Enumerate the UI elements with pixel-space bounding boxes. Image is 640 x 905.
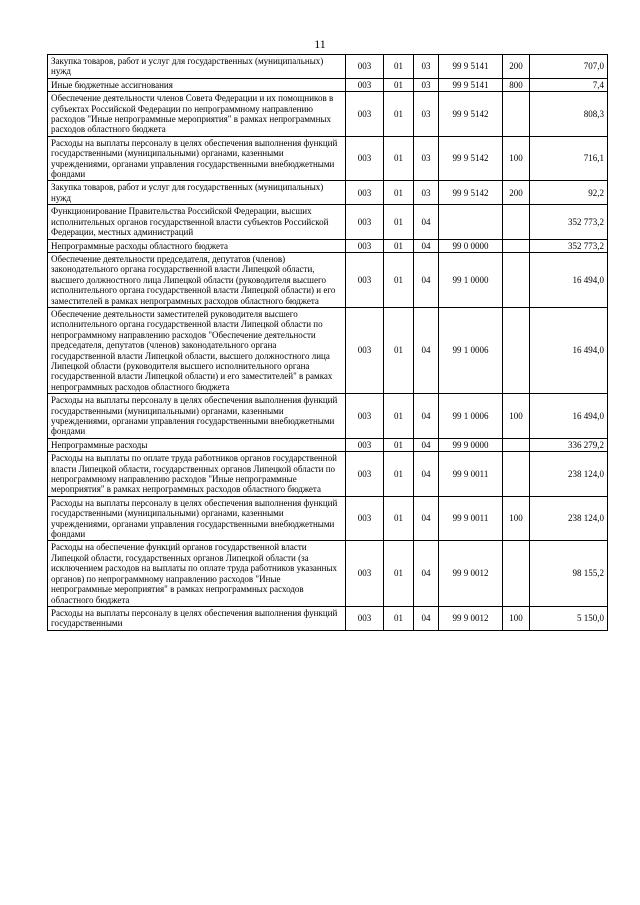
- row-name: Расходы на выплаты персоналу в целях обеспечения выполнения функций государственными (муниципальными) органами, казенными учреждениями, органами управления государственными внебюджетными фондами: [48, 136, 346, 181]
- amount: 238 124,0: [530, 496, 608, 541]
- budget-table: [47, 54, 608, 631]
- row-name: Расходы на выплаты по оплате труда работников органов государственной власти Липецкой области, государственных органов Липецкой области по непрограммному направлению расходов "Иные непрограммные мероприятия" в рамках непрограммных расходов областного бюджета: [48, 452, 346, 497]
- row-name: Обеспечение деятельности членов Совета Федерации и их помощников в субъектах Российской Федерации по непрограммному направлению расходов "Иные непрограммные мероприятия" в рамках непрограммных расходов областного бюджета: [48, 92, 346, 137]
- section-code: 01: [384, 606, 414, 630]
- ministry-code: 003: [346, 541, 384, 606]
- target-code: 99 9 5141: [439, 78, 503, 91]
- target-code: 99 9 0012: [439, 606, 503, 630]
- page-number: 11: [314, 37, 326, 51]
- row-name: Расходы на выплаты персоналу в целях обеспечения выполнения функций государственными (муниципальными) органами, казенными учреждениями, органами управления государственными внебюджетными фондами: [48, 394, 346, 439]
- ministry-code: 003: [346, 438, 384, 451]
- expense-type-code: [503, 452, 530, 497]
- section-code: 01: [384, 239, 414, 252]
- amount: 716,1: [530, 136, 608, 181]
- subsection-code: 03: [414, 181, 439, 205]
- amount: 707,0: [530, 55, 608, 79]
- amount: 92,2: [530, 181, 608, 205]
- table-row: [48, 78, 608, 91]
- expense-type-code: 100: [503, 606, 530, 630]
- table-row: [48, 606, 608, 630]
- target-code: 99 9 5142: [439, 136, 503, 181]
- ministry-code: 003: [346, 452, 384, 497]
- target-code: 99 0 0000: [439, 239, 503, 252]
- section-code: 01: [384, 307, 414, 393]
- section-code: 01: [384, 496, 414, 541]
- subsection-code: 04: [414, 438, 439, 451]
- table-row: [48, 307, 608, 393]
- table-row: [48, 205, 608, 239]
- table-row: [48, 92, 608, 137]
- table-row: [48, 55, 608, 79]
- expense-type-code: [503, 205, 530, 239]
- row-name: Обеспечение деятельности председателя, депутатов (членов) законодательного органа государственной власти Липецкой области, высшего должностного лица Липецкой области (руководителя высшего исполнительного органа государственной власти Липецкой области) и его заместителей в рамках непрограммных расходов областного бюджета: [48, 252, 346, 307]
- row-name: Функционирование Правительства Российской Федерации, высших исполнительных органов государственной власти субъектов Российской Федерации, местных администраций: [48, 205, 346, 239]
- section-code: 01: [384, 55, 414, 79]
- row-name: Расходы на выплаты персоналу в целях обеспечения выполнения функций государственными (муниципальными) органами, казенными учреждениями, органами управления государственными внебюджетными фондами: [48, 496, 346, 541]
- subsection-code: 04: [414, 307, 439, 393]
- section-code: 01: [384, 92, 414, 137]
- amount: 16 494,0: [530, 307, 608, 393]
- section-code: 01: [384, 452, 414, 497]
- table-row: [48, 438, 608, 451]
- table-row: [48, 541, 608, 606]
- expense-type-code: 100: [503, 394, 530, 439]
- table-row: [48, 394, 608, 439]
- amount: 238 124,0: [530, 452, 608, 497]
- target-code: 99 9 0011: [439, 496, 503, 541]
- table-row: [48, 239, 608, 252]
- expense-type-code: [503, 239, 530, 252]
- section-code: 01: [384, 252, 414, 307]
- target-code: [439, 205, 503, 239]
- amount: 5 150,0: [530, 606, 608, 630]
- section-code: 01: [384, 78, 414, 91]
- amount: 16 494,0: [530, 252, 608, 307]
- ministry-code: 003: [346, 307, 384, 393]
- subsection-code: 04: [414, 606, 439, 630]
- row-name: Закупка товаров, работ и услуг для государственных (муниципальных) нужд: [48, 55, 346, 79]
- ministry-code: 003: [346, 205, 384, 239]
- expense-type-code: 200: [503, 181, 530, 205]
- ministry-code: 003: [346, 252, 384, 307]
- table-row: [48, 136, 608, 181]
- amount: 352 773,2: [530, 205, 608, 239]
- ministry-code: 003: [346, 394, 384, 439]
- expense-type-code: 100: [503, 496, 530, 541]
- table-row: [48, 496, 608, 541]
- section-code: 01: [384, 205, 414, 239]
- target-code: 99 1 0006: [439, 394, 503, 439]
- amount: 7,4: [530, 78, 608, 91]
- amount: 336 279,2: [530, 438, 608, 451]
- expense-type-code: [503, 307, 530, 393]
- ministry-code: 003: [346, 181, 384, 205]
- subsection-code: 03: [414, 55, 439, 79]
- expense-type-code: 800: [503, 78, 530, 91]
- ministry-code: 003: [346, 136, 384, 181]
- row-name: Непрограммные расходы: [48, 438, 346, 451]
- subsection-code: 04: [414, 541, 439, 606]
- table-row: [48, 252, 608, 307]
- target-code: 99 9 5142: [439, 92, 503, 137]
- target-code: 99 9 5141: [439, 55, 503, 79]
- expense-type-code: 200: [503, 55, 530, 79]
- expense-type-code: [503, 252, 530, 307]
- subsection-code: 03: [414, 136, 439, 181]
- row-name: Обеспечение деятельности заместителей руководителя высшего исполнительного органа государственной власти Липецкой области по непрограммному направлению расходов "Обеспечение деятельности председателя, депутатов (членов) законодательного органа государственной власти Липецкой области, высшего должностного лица Липецкой области (руководителя высшего исполнительного органа государственной власти Липецкой области) и его заместителей" в рамках непрограммных расходов областного бюджета: [48, 307, 346, 393]
- expense-type-code: [503, 438, 530, 451]
- subsection-code: 04: [414, 496, 439, 541]
- section-code: 01: [384, 394, 414, 439]
- section-code: 01: [384, 541, 414, 606]
- subsection-code: 04: [414, 239, 439, 252]
- ministry-code: 003: [346, 496, 384, 541]
- subsection-code: 04: [414, 452, 439, 497]
- target-code: 99 9 5142: [439, 181, 503, 205]
- target-code: 99 9 0000: [439, 438, 503, 451]
- subsection-code: 03: [414, 92, 439, 137]
- expense-type-code: [503, 92, 530, 137]
- amount: 808,3: [530, 92, 608, 137]
- amount: 98 155,2: [530, 541, 608, 606]
- target-code: 99 1 0006: [439, 307, 503, 393]
- ministry-code: 003: [346, 55, 384, 79]
- section-code: 01: [384, 438, 414, 451]
- table-row: [48, 181, 608, 205]
- expense-type-code: 100: [503, 136, 530, 181]
- amount: 16 494,0: [530, 394, 608, 439]
- target-code: 99 1 0000: [439, 252, 503, 307]
- ministry-code: 003: [346, 92, 384, 137]
- ministry-code: 003: [346, 78, 384, 91]
- row-name: Расходы на обеспечение функций органов государственной власти Липецкой области, государственных органов Липецкой области (за исключением расходов на выплаты по оплате труда работников указанных органов) по непрограммному направлению расходов "Иные непрограммные мероприятия" в рамках непрограммных расходов областного бюджета: [48, 541, 346, 606]
- row-name: Непрограммные расходы областного бюджета: [48, 239, 346, 252]
- expense-type-code: [503, 541, 530, 606]
- amount: 352 773,2: [530, 239, 608, 252]
- row-name: Иные бюджетные ассигнования: [48, 78, 346, 91]
- subsection-code: 04: [414, 252, 439, 307]
- ministry-code: 003: [346, 239, 384, 252]
- row-name: Расходы на выплаты персоналу в целях обеспечения выполнения функций государственными: [48, 606, 346, 630]
- section-code: 01: [384, 136, 414, 181]
- table-row: [48, 452, 608, 497]
- ministry-code: 003: [346, 606, 384, 630]
- subsection-code: 03: [414, 78, 439, 91]
- section-code: 01: [384, 181, 414, 205]
- row-name: Закупка товаров, работ и услуг для государственных (муниципальных) нужд: [48, 181, 346, 205]
- target-code: 99 9 0012: [439, 541, 503, 606]
- subsection-code: 04: [414, 205, 439, 239]
- subsection-code: 04: [414, 394, 439, 439]
- target-code: 99 9 0011: [439, 452, 503, 497]
